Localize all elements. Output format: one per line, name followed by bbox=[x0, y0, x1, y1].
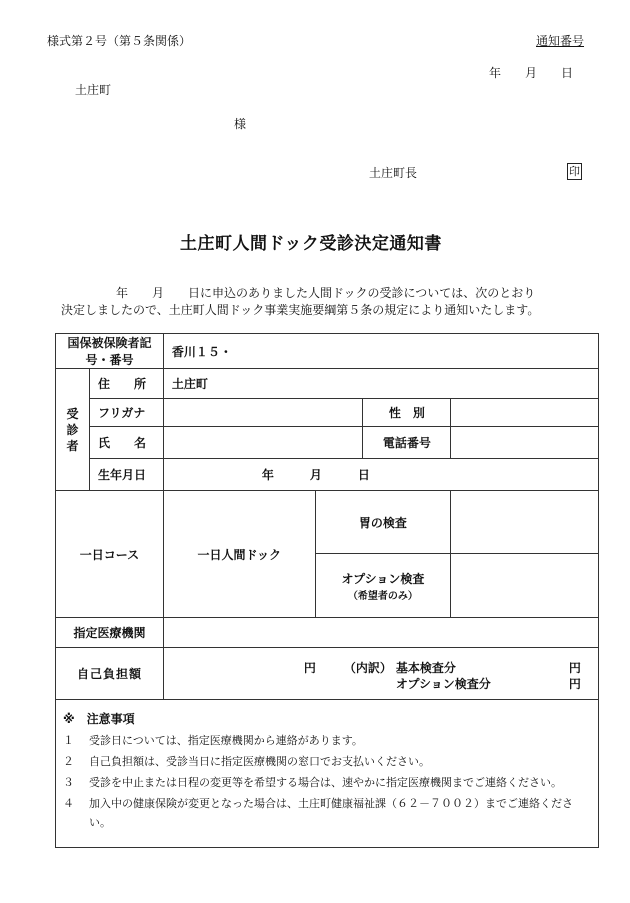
dob-value: 年 月 日 bbox=[163, 459, 598, 491]
insured-number-value: 香川１５・ bbox=[163, 334, 598, 369]
note-item-continued: い。 bbox=[89, 816, 111, 829]
cost-label: 自己負担額 bbox=[56, 648, 164, 700]
stomach-exam-label: 胃の検査 bbox=[315, 491, 451, 554]
option-cost-label: オプション検査分 bbox=[395, 677, 491, 691]
facility-label: 指定医療機関 bbox=[56, 618, 164, 648]
notes-heading: ※ 注意事項 bbox=[63, 712, 135, 726]
date-line: 年 月 日 bbox=[489, 66, 574, 80]
town-name: 土庄町 bbox=[75, 83, 112, 97]
note-item: ３ 受診を中止または日程の変更等を希望する場合は、速やかに指定医療機関までご連絡ください。 bbox=[63, 776, 562, 789]
cost-cell bbox=[163, 648, 598, 700]
decision-form-table bbox=[55, 333, 599, 700]
address-value: 土庄町 bbox=[163, 369, 598, 399]
breakdown-label: （内訳） bbox=[343, 661, 392, 675]
option-exam-value bbox=[451, 554, 599, 618]
basic-exam-yen: 円 bbox=[568, 661, 581, 675]
notes-section bbox=[55, 696, 599, 848]
form-number: 様式第２号（第５条関係） bbox=[47, 34, 192, 48]
cost-yen: 円 bbox=[303, 661, 316, 675]
addressee-honorific: 様 bbox=[234, 117, 247, 131]
sex-value bbox=[451, 399, 599, 427]
body-line-2: 決定しましたので、土庄町人間ドック事業実施要綱第５条の規定により通知いたします。 bbox=[61, 303, 540, 317]
option-exam-note: （希望者のみ） bbox=[347, 590, 418, 602]
furigana-label: フリガナ bbox=[89, 399, 163, 427]
mayor-title: 土庄町長 bbox=[369, 166, 418, 180]
name-label: 氏 名 bbox=[89, 427, 163, 459]
insured-number-label: 国保被保険者記号・番号 bbox=[56, 334, 164, 369]
facility-value bbox=[163, 618, 598, 648]
name-value bbox=[163, 427, 363, 459]
dob-label: 生年月日 bbox=[89, 459, 163, 491]
stomach-exam-value bbox=[451, 491, 599, 554]
document-title: 土庄町人間ドック受診決定通知書 bbox=[180, 234, 442, 254]
option-exam-cell bbox=[315, 554, 451, 618]
note-item: ４ 加入中の健康保険が変更となった場合は、土庄町健康福祉課（６２－７００２）までご連絡くださ bbox=[63, 797, 573, 810]
phone-label: 電話番号 bbox=[363, 427, 451, 459]
seal-mark: 印 bbox=[569, 165, 580, 178]
body-line-1: 年 月 日に申込のありました人間ドックの受診については、次のとおり bbox=[116, 286, 536, 300]
phone-value bbox=[451, 427, 599, 459]
notice-number-label: 通知番号 bbox=[536, 34, 585, 48]
option-cost-yen: 円 bbox=[568, 677, 581, 691]
basic-exam-label: 基本検査分 bbox=[395, 661, 456, 675]
address-label: 住 所 bbox=[89, 369, 163, 399]
option-exam-label: オプション検査 bbox=[341, 571, 425, 586]
note-item: １ 受診日については、指定医療機関から連絡があります。 bbox=[63, 734, 363, 747]
course-label: 一日コース bbox=[56, 491, 164, 618]
examinee-label: 受 診 者 bbox=[56, 369, 90, 491]
course-value: 一日人間ドック bbox=[163, 491, 315, 618]
note-item: ２ 自己負担額は、受診当日に指定医療機関の窓口でお支払いください。 bbox=[63, 755, 430, 768]
sex-label: 性 別 bbox=[363, 399, 451, 427]
furigana-value bbox=[163, 399, 363, 427]
